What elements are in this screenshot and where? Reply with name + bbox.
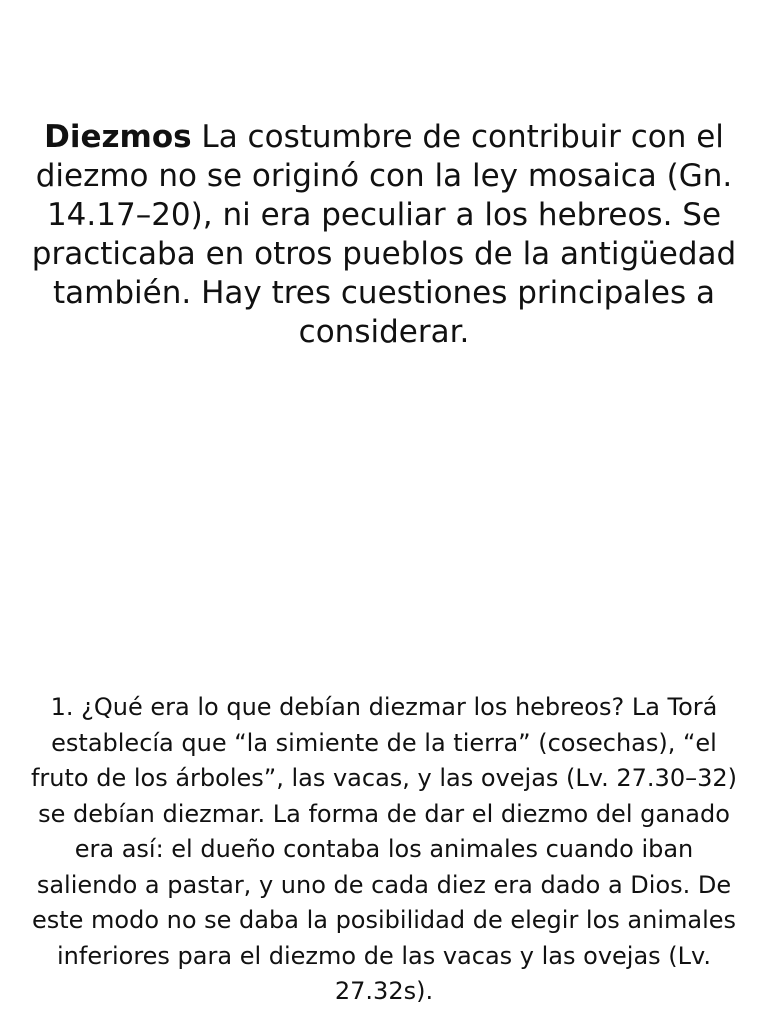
intro-text: La costumbre de contribuir con el diezmo no se originó con la ley mosaica (Gn. 14.17–20), ni era peculiar a los hebreos. Se practicaba en otros pueblos de la antigüedad también. Hay tres cuestiones principales a considerar.: [31, 119, 737, 350]
intro-paragraph: [30, 118, 738, 352]
point-one-paragraph: 1. ¿Qué era lo que debían diezmar los hebreos? La Torá establecía que “la simiente de la tierra” (cosechas), “el fruto de los árboles”, las vacas, y las ovejas (Lv. 27.30–32) se debían diezmar. La forma de dar el diezmo del ganado era así: el dueño contaba los animales cuando iban saliendo a pastar, y uno de cada diez era dado a Dios. De este modo no se daba la posibilidad de elegir los animales inferiores para el diezmo de las vacas y las ovejas (Lv. 27.32s).: [30, 693, 737, 1005]
title-term: Diezmos: [44, 119, 192, 155]
